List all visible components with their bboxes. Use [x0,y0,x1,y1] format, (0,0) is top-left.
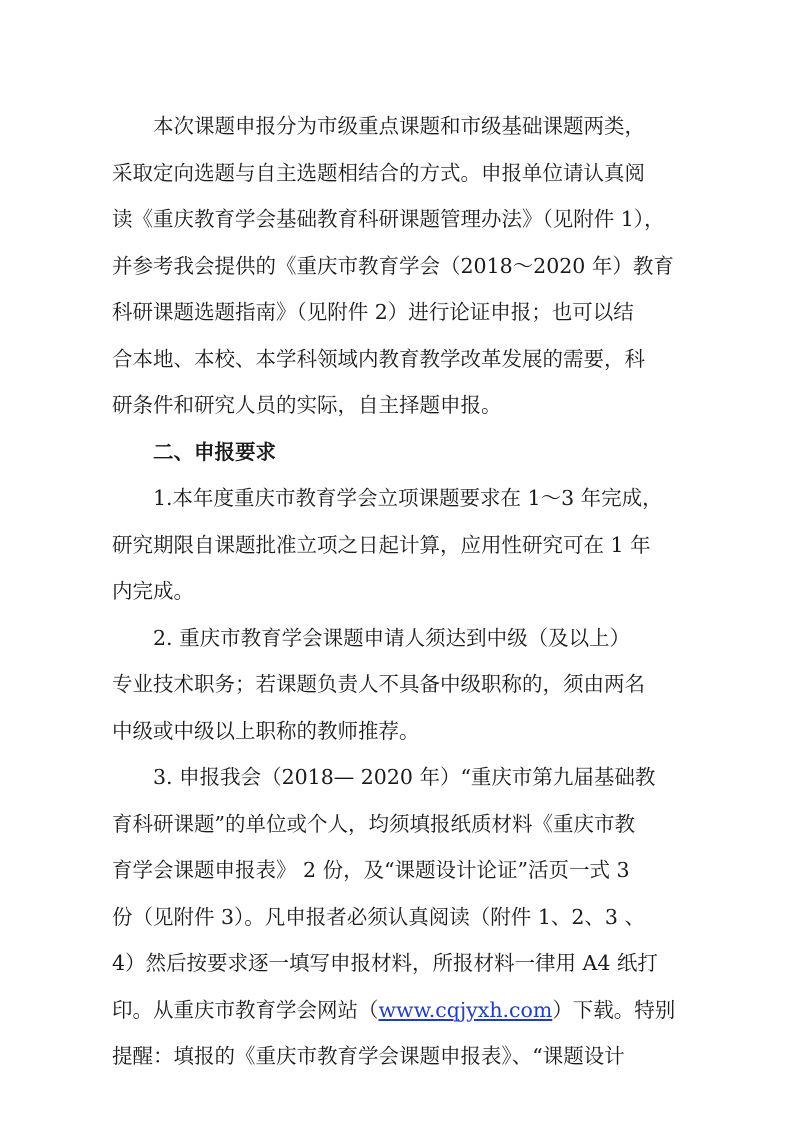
text-before-link: 印。从重庆市教育学会网站（ [112,997,379,1022]
text-line: 1.本年度重庆市教育学会立项课题要求在 1～3 年完成， [112,486,663,510]
text-line: 采取定向选题与自主选题相结合的方式。申报单位请认真阅 [112,160,645,185]
text-line: 育科研课题”的单位或个人，均须填报纸质材料《重庆市教 [112,811,635,836]
text-line: 内完成。 [112,579,194,603]
heading-text: 二、申报要求 [112,439,276,464]
paragraph-intro [112,103,688,429]
text-line: 读《重庆教育学会基础教育科研课题管理办法》（见附件 1）， [112,207,665,231]
website-link[interactable]: www.cqjyxh.com [378,997,553,1022]
text-line: 研条件和研究人员的实际，自主择题申报。 [112,393,502,417]
text-line: 2. 重庆市教育学会课题申请人须达到中级（及以上） [112,625,631,650]
text-line: 研究期限自课题批准立项之日起计算，应用性研究可在 1 年 [112,532,651,557]
text-line: 本次课题申报分为市级重点课题和市级基础课题两类， [112,114,645,138]
text-line: 提醒：填报的《重庆市教育学会课题申报表》、“课题设计 [112,1044,625,1068]
paragraph-item-3 [112,754,688,1080]
text-line-with-link [112,987,688,1034]
text-after-link: ）下载。特别 [552,997,676,1022]
text-line: 科研课题选题指南》（见附件 2）进行论证申报；也可以结 [112,300,634,324]
text-line: 专业技术职务；若课题负责人不具备中级职称的，须由两名 [112,672,645,696]
section-heading [112,429,688,476]
text-line: 份（见附件 3）。凡申报者必须认真阅读（附件 1、2、3 、 [112,904,645,929]
text-line: 中级或中级以上职称的教师推荐。 [112,718,420,743]
text-line: 育学会课题申报表》 2 份，及“课题设计论证”活页一式 3 [112,858,630,882]
text-line: 合本地、本校、本学科领域内教育教学改革发展的需要，科 [112,346,645,371]
text-line: 并参考我会提供的《重庆市教育学会（2018～2020 年）教育 [112,253,674,278]
paragraph-item-1 [112,475,688,615]
text-line: 4）然后按要求逐一填写申报材料，所报材料一律用 A4 纸打 [112,951,658,975]
paragraph-item-2 [112,615,688,755]
text-line: 3. 申报我会（2018— 2020 年）“重庆市第九届基础教 [112,765,656,789]
